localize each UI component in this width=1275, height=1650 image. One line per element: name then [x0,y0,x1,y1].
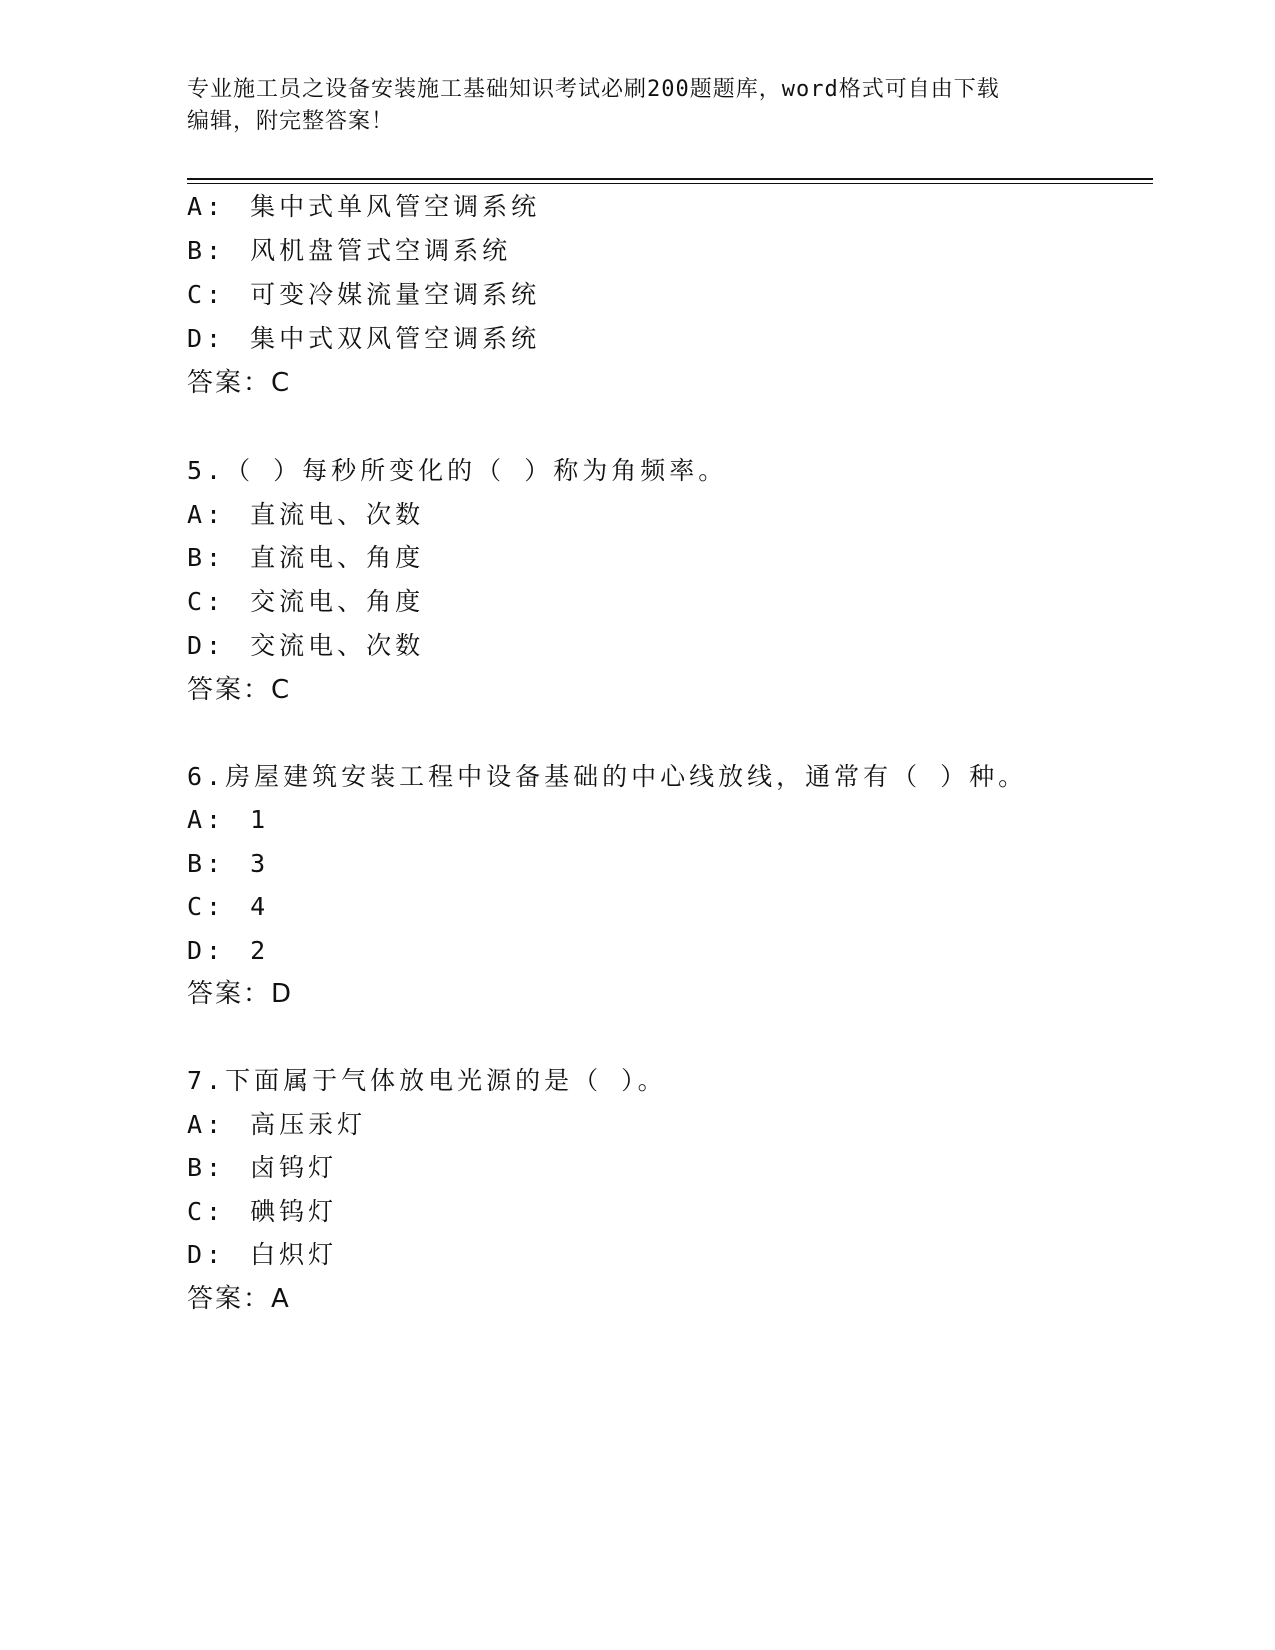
option-label: C: [187,587,226,616]
option-text: 3 [250,849,270,878]
option-label: B: [187,849,226,878]
q4-option-d [187,322,540,356]
q7-option-a [187,1108,366,1142]
header-line-2: 编辑，附完整答案！ [187,109,395,134]
q4-option-b [187,234,511,268]
q5-option-d [187,629,424,663]
document-header [187,74,1067,138]
q6-option-d [187,934,269,968]
q6-option-c [187,890,269,924]
option-text: 交流电、角度 [250,587,425,616]
q7-option-d [187,1238,337,1272]
option-label: D: [187,631,226,660]
option-label: A: [187,805,226,834]
header-divider-thick [187,178,1153,180]
option-label: B: [187,543,226,572]
header-line-1: 专业施工员之设备安装施工基础知识考试必刷200题题库，word格式可自由下载 [187,77,1000,102]
q7-option-c [187,1195,337,1229]
option-label: B: [187,1153,226,1182]
option-text: 风机盘管式空调系统 [250,236,512,265]
q5-option-c [187,585,424,619]
option-label: D: [187,936,226,965]
option-label: B: [187,236,226,265]
q6-answer: 答案：D [187,979,294,1009]
option-text: 1 [250,805,270,834]
q5-question: 5.（ ）每秒所变化的（ ）称为角频率。 [187,456,728,485]
q6-question: 6.房屋建筑安装工程中设备基础的中心线放线，通常有（ ）种。 [187,762,1028,791]
q6-option-b [187,847,269,881]
option-label: A: [187,1110,226,1139]
q7-answer: 答案：A [187,1284,291,1314]
option-text: 碘钨灯 [250,1197,338,1226]
option-label: C: [187,280,226,309]
q6-option-a [187,803,269,837]
q7-option-b [187,1151,337,1185]
option-text: 直流电、角度 [250,543,425,572]
q5-option-b [187,541,424,575]
option-label: D: [187,324,226,353]
q7-question: 7.下面属于气体放电光源的是（ ）。 [187,1066,667,1095]
q4-option-c [187,278,540,312]
option-label: C: [187,1197,226,1226]
option-text: 集中式双风管空调系统 [250,324,541,353]
option-label: D: [187,1240,226,1269]
option-label: C: [187,892,226,921]
option-text: 2 [250,936,270,965]
q5-option-a [187,498,424,532]
option-text: 可变冷媒流量空调系统 [250,280,541,309]
option-label: A: [187,500,226,529]
option-text: 卤钨灯 [250,1153,338,1182]
header-divider-thin [187,183,1153,184]
option-text: 集中式单风管空调系统 [250,192,541,221]
option-text: 直流电、次数 [250,500,425,529]
option-text: 4 [250,892,270,921]
q4-answer: 答案：C [187,368,292,398]
q5-answer: 答案：C [187,675,292,705]
option-text: 高压汞灯 [250,1110,367,1139]
q4-option-a [187,190,540,224]
option-text: 白炽灯 [250,1240,338,1269]
option-label: A: [187,192,226,221]
option-text: 交流电、次数 [250,631,425,660]
